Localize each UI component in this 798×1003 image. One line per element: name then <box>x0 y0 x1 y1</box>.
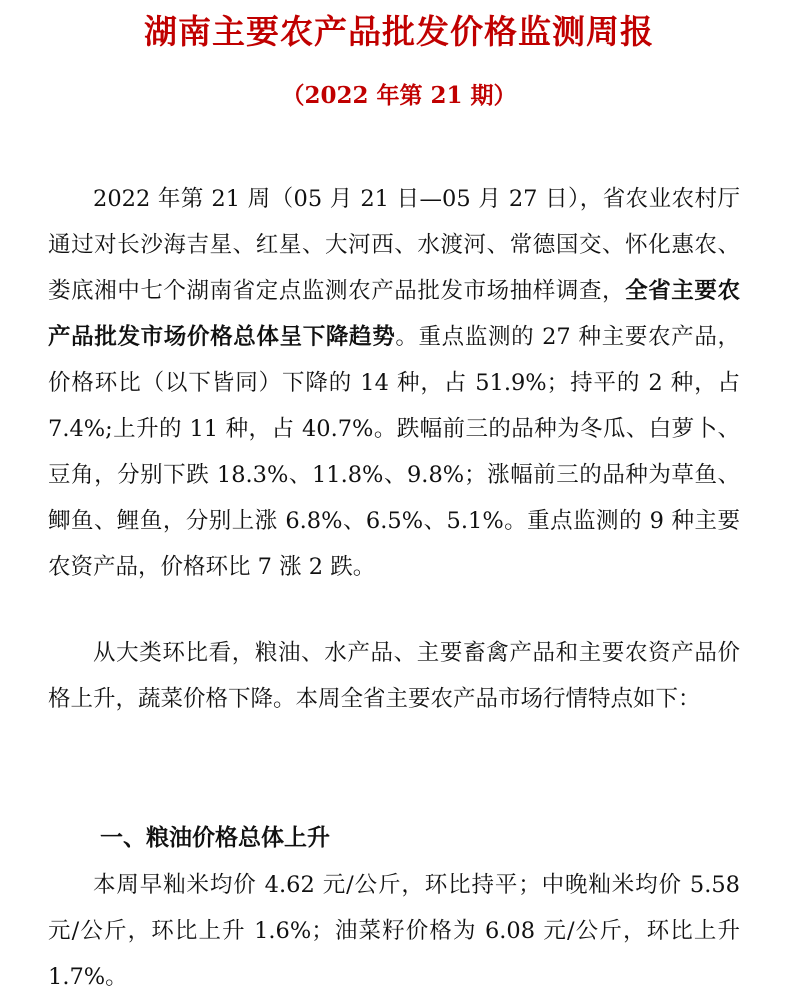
summary-paragraph-text <box>48 176 740 590</box>
section-heading-grain-oil: 一、粮油价格总体上升 <box>100 825 330 851</box>
issue-number: （2022 年第 21 期） <box>281 82 517 109</box>
summary-details: 。重点监测的 27 种主要农产品，价格环比（以下皆同）下降的 14 种，占 51.9%；持平的 2 种，占 7.4%;上升的 11 种，占 40.7%。跌幅前三的品种为冬瓜、白萝卜、豆角，分别下跌 18.3%、11.8%、9.8%；涨幅前三的品种为草鱼、鲫鱼、鲤鱼，分别上涨 6.8%、6.5%、5.1%。重点监测的 9 种主要农资产品，价格环比 7 涨 2 跌。 <box>48 324 740 580</box>
summary-paragraph <box>48 176 740 590</box>
grain-oil-paragraph <box>48 862 740 1000</box>
grain-oil-text: 本周早籼米均价 4.62 元/公斤，环比持平；中晚籼米均价 5.58 元/公斤，环比上升 1.6%；油菜籽价格为 6.08 元/公斤，环比上升 1.7%。 <box>48 872 740 990</box>
summary-intro: 2022 年第 21 周（05 月 21 日—05 月 27 日），省农业农村厅通过对长沙海吉星、红星、大河西、水渡河、常德国交、怀化惠农、娄底湘中七个湖南省定点监测农产品批发市场抽样调查， <box>48 186 740 304</box>
category-overview-text: 从大类环比看，粮油、水产品、主要畜禽产品和主要农资产品价格上升，蔬菜价格下降。本周全省主要农产品市场行情特点如下： <box>48 640 740 712</box>
document-title: 湖南主要农产品批发价格监测周报 <box>144 12 654 51</box>
category-overview-paragraph <box>48 630 740 722</box>
summary-highlight: 全省主要农产品批发市场价格总体呈下降趋势 <box>48 278 740 350</box>
